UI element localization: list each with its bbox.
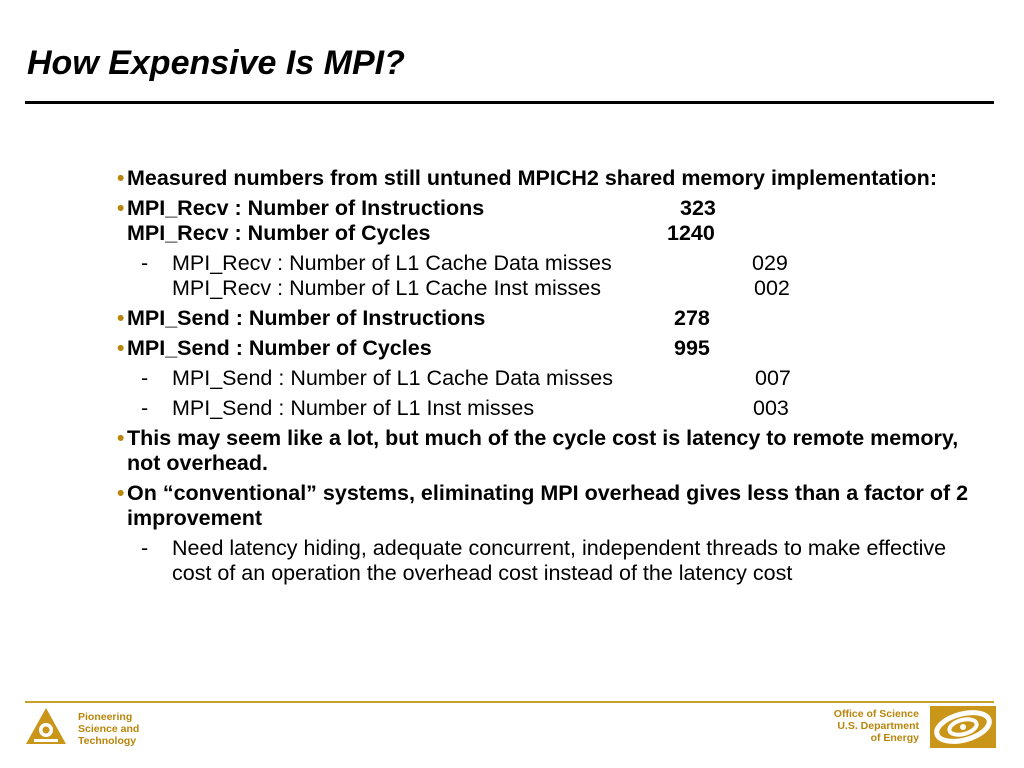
send-cycles-value: 995 (674, 336, 710, 360)
slide-title: How Expensive Is MPI? (27, 44, 405, 82)
footer-right-line: of Energy (870, 732, 919, 744)
atom-triangle-logo-icon (25, 706, 67, 746)
bullet-icon: • (117, 482, 125, 505)
footer-right-line: U.S. Department (837, 720, 919, 732)
slide-content (88, 166, 988, 591)
recv-cycles-value: 1240 (667, 221, 715, 245)
send-cycles-label: MPI_Send : Number of Cycles (127, 336, 432, 360)
bullet-icon: • (117, 307, 125, 330)
doe-logo-icon (930, 706, 996, 748)
recv-data-misses-label: MPI_Recv : Number of L1 Cache Data misses (172, 251, 612, 275)
footer-left-line: Technology (78, 735, 137, 747)
footer-left-line: Science and (78, 723, 140, 735)
recv-data-misses-row (172, 251, 988, 276)
dash-marker: - (141, 251, 149, 275)
bullet-icon: • (117, 167, 125, 190)
send-data-misses-row (172, 366, 988, 391)
recv-data-misses-value: 029 (752, 251, 788, 275)
recv-inst-misses-label: MPI_Recv : Number of L1 Cache Inst misses (172, 276, 601, 300)
bullet-icon: • (117, 337, 125, 360)
dash-marker: - (141, 396, 149, 420)
send-inst-misses-row (172, 396, 988, 421)
recv-inst-misses-row (172, 276, 988, 301)
bullet-item-latency (88, 426, 988, 476)
recv-cycles-label: MPI_Recv : Number of Cycles (127, 221, 431, 245)
footer-left-text (78, 711, 139, 747)
footer-left-line: Pioneering (78, 711, 133, 723)
footer-right-text (834, 708, 919, 744)
recv-instructions-row (127, 196, 988, 221)
send-instructions-row (127, 306, 988, 331)
dash-marker: - (141, 536, 149, 560)
bullet-icon: • (117, 427, 125, 450)
bullet-text: On “conventional” systems, eliminating MPI overhead gives less than a factor of 2 improvement (127, 481, 969, 530)
footer-right-line: Office of Science (833, 708, 919, 720)
send-instructions-label: MPI_Send : Number of Instructions (127, 306, 486, 330)
recv-cycles-row (127, 221, 988, 246)
bullet-item-recv (88, 196, 988, 246)
send-inst-misses-label: MPI_Send : Number of L1 Inst misses (172, 396, 535, 420)
bullet-item-measured (88, 166, 988, 191)
recv-instructions-label: MPI_Recv : Number of Instructions (127, 196, 485, 220)
bullet-item-send-cycles (88, 336, 988, 361)
sub-item-text: Need latency hiding, adequate concurrent, independent threads to make effective cost of an operation the overhead cost instead of the latency cost (172, 536, 947, 585)
bullet-item-conventional (88, 481, 988, 531)
sub-item-latency-hiding (88, 536, 988, 586)
dash-marker: - (141, 366, 149, 390)
recv-inst-misses-value: 002 (754, 276, 790, 300)
bullet-text: This may seem like a lot, but much of the cycle cost is latency to remote memory, not overhead. (127, 426, 959, 475)
sub-item-recv-misses (88, 251, 988, 301)
send-inst-misses-value: 003 (753, 396, 789, 420)
send-cycles-row (127, 336, 988, 361)
send-data-misses-label: MPI_Send : Number of L1 Cache Data misses (172, 366, 613, 390)
sub-item-send-data-misses (88, 366, 988, 391)
sub-item-send-inst-misses (88, 396, 988, 421)
send-data-misses-value: 007 (755, 366, 791, 390)
bullet-icon: • (117, 197, 125, 220)
footer-divider (25, 701, 994, 703)
title-divider (25, 101, 994, 104)
bullet-item-send-instructions (88, 306, 988, 331)
send-instructions-value: 278 (674, 306, 710, 330)
recv-instructions-value: 323 (680, 196, 716, 220)
bullet-text: Measured numbers from still untuned MPICH2 shared memory implementation: (127, 166, 937, 190)
